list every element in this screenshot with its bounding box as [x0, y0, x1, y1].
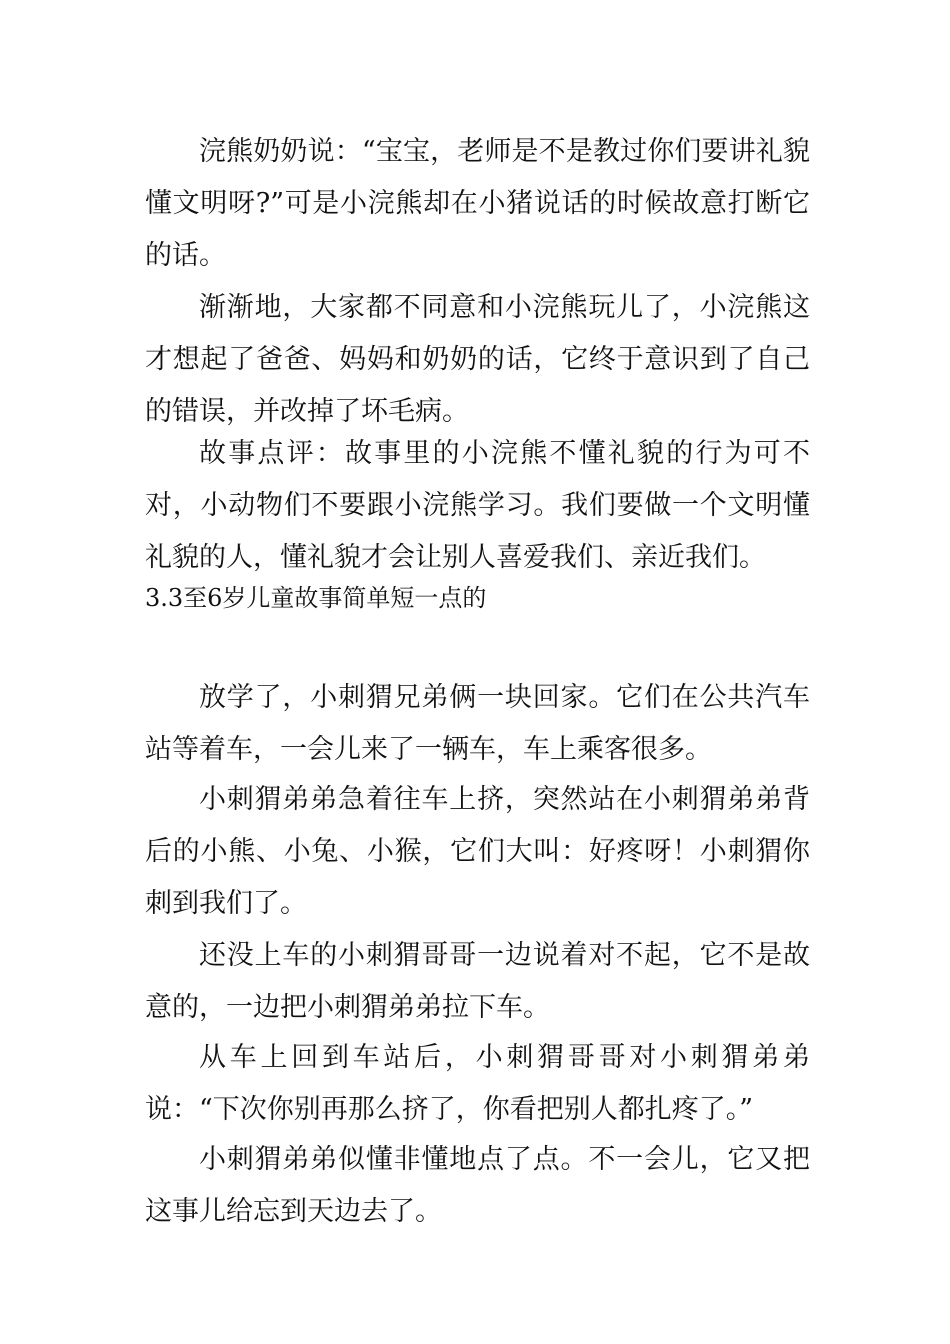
paragraph-story-comment: 故事点评：故事里的小浣熊不懂礼貌的行为可不对，小动物们不要跟小浣熊学习。我们要做一个文明懂礼貌的人，懂礼貌才会让别人喜爱我们、亲近我们。: [145, 438, 810, 573]
paragraph-hedgehog-apology: 还没上车的小刺猬哥哥一边说着对不起，它不是故意的，一边把小刺猬弟弟拉下车。: [145, 940, 810, 1023]
paragraph-raccoon-grandma: 浣熊奶奶说：“宝宝，老师是不是教过你们要讲礼貌懂文明呀?”可是小浣熊却在小猪说话的时候故意打断它的话。: [145, 136, 810, 271]
paragraph-hedgehog-forgets: 小刺猬弟弟似懂非懂地点了点。不一会儿，它又把这事儿给忘到天边去了。: [145, 1144, 810, 1227]
section-heading: 3.3至6岁儿童故事简单短一点的: [145, 584, 487, 612]
paragraph-hedgehog-going-home: 放学了，小刺猬兄弟俩一块回家。它们在公共汽车站等着车，一会儿来了一辆车，车上乘客很多。: [145, 682, 810, 765]
paragraph-raccoon-realizes: 渐渐地，大家都不同意和小浣熊玩儿了，小浣熊这才想起了爸爸、妈妈和奶奶的话，它终于意识到了自己的错误，并改掉了坏毛病。: [145, 292, 810, 427]
paragraph-hedgehog-advice: 从车上回到车站后，小刺猬哥哥对小刺猬弟弟说：“下次你别再那么挤了，你看把别人都扎疼了。”: [145, 1042, 810, 1125]
paragraph-hedgehog-squeezes: 小刺猬弟弟急着往车上挤，突然站在小刺猬弟弟背后的小熊、小兔、小猴，它们大叫：好疼呀！小刺猬你刺到我们了。: [145, 784, 810, 919]
